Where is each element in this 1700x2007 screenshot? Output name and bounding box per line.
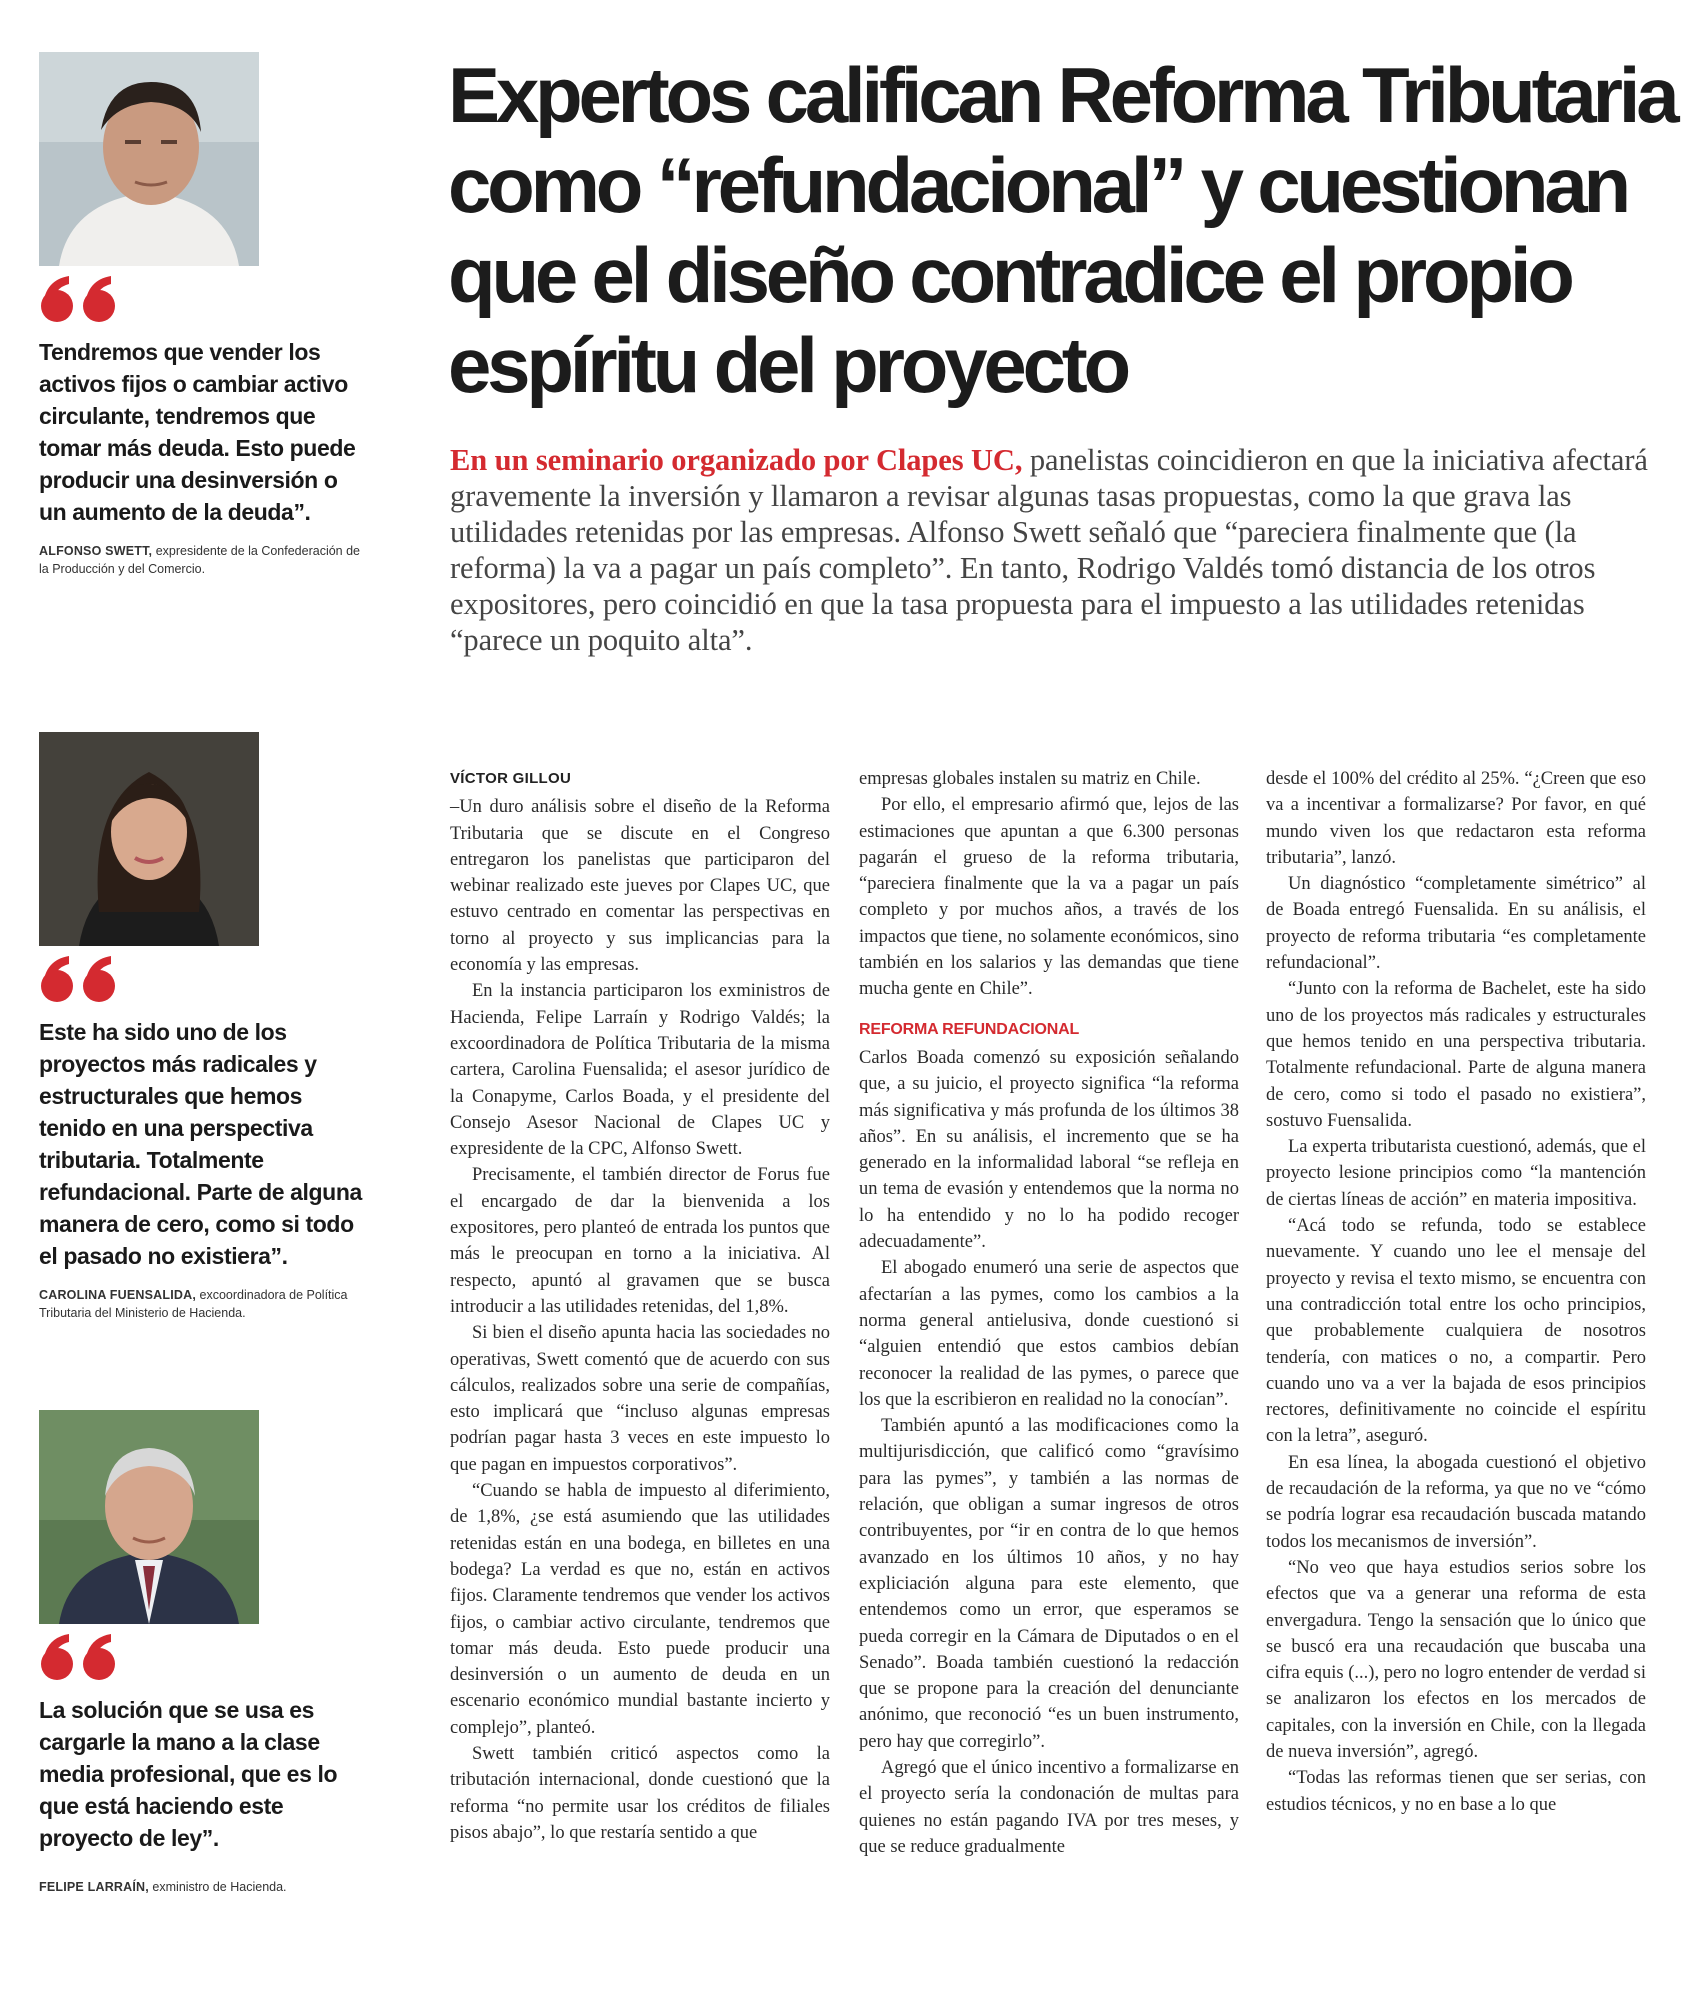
quote-speaker-name: FELIPE LARRAÍN, [39, 1880, 149, 1894]
paragraph: “Acá todo se refunda, todo se establece nuevamente. Y cuando uno lee el mensaje del proyecto y revisa el texto mismo, se encuentra con una contradicción total entre los ocho principios, que probablemente cualquiera de nosotros tendería, con matices o no, a compartir. Pero cuando uno va a ver la bajada de esos principios rectores, definitivamente no coincide el espíritu con la letra”, aseguró. [1266, 1216, 1646, 1447]
paragraph: Swett también criticó aspectos como la tributación internacional, donde cuestionó que la reforma “no permite usar los créditos de filiales pisos abajo”, lo que restaría sentido a que [450, 1743, 830, 1843]
body-column-1 [450, 766, 830, 1846]
quote-block-larrain [39, 1410, 369, 1896]
standfirst-lead: En un seminario organizado por Clapes UC, [450, 443, 1023, 477]
quote-mark-icon [39, 1630, 369, 1686]
paragraph: La experta tributarista cuestionó, además, que el proyecto lesione principios como “la mantención de ciertas líneas de acción” en materia impositiva. [1266, 1137, 1646, 1210]
body-column-3 [1266, 766, 1646, 1818]
pull-quote-text: Tendremos que vender los activos fijos o cambiar activo circulante, tendremos que tomar más deuda. Esto puede producir una desinversión o un aumento de la deuda”. [39, 339, 356, 525]
paragraph: En esa línea, la abogada cuestionó el objetivo de recaudación de la reforma, ya que no ve “cómo se podría lograr esa recaudación buscada matando todos los mecanismos de inversión”. [1266, 1452, 1646, 1552]
quote-speaker-name: CAROLINA FUENSALIDA, [39, 1288, 197, 1302]
quote-speaker-role: exministro de Hacienda. [148, 1880, 287, 1894]
quote-block-fuensalida [39, 732, 369, 1322]
paragraph: Un diagnóstico “completamente simétrico” al de Boada entregó Fuensalida. En su análisis, el proyecto de reforma tributaria “es completamente refundacional”. [1266, 874, 1646, 974]
standfirst-body: panelistas coincidieron en que la iniciativa afectará gravemente la inversión y llamaron a revisar algunas tasas propuestas, como la que grava las utilidades retenidas por las empresas. Alfonso Swett señaló que “pareciera finalmente que (la reforma) la va a pagar un país completo”. En tanto, Rodrigo Valdés tomó distancia de los otros expositores, pero coincidió en que la tasa propuesta para el impuesto a las utilidades retenidas “parece un poquito alta”. [450, 443, 1648, 657]
paragraph: Agregó que el único incentivo a formalizarse en el proyecto sería la condonación de multas para quienes no están pagando IVA por tres meses, y que se reduce gradualmente [859, 1757, 1239, 1857]
paragraph: “Cuando se habla de impuesto al diferimiento, de 1,8%, ¿se está asumiendo que las utilidades retenidas están en una bodega, en billetes en una bodega? La verdad es que no, están en activos fijos. Claramente tendremos que vender los activos fijos, o cambiar activo circulante, tendremos que tomar más deuda. Esto puede producir una desinversión o un aumento de deuda en un escenario económico mundial bastante incierto y complejo”, planteó. [450, 1481, 830, 1738]
paragraph: –Un duro análisis sobre el diseño de la Reforma Tributaria que se discute en el Congreso entregaron los panelistas que participaron del webinar realizado este jueves por Clapes UC, que estuvo centrado en comentar las perspectivas en torno al proyecto y sus implicancias para la economía y las empresas. [450, 797, 830, 976]
paragraph: empresas globales instalen su matriz en Chile. [859, 769, 1201, 789]
section-subhead: REFORMA REFUNDACIONAL [859, 1020, 1080, 1038]
quote-mark-icon [39, 952, 369, 1008]
body-column-2 [859, 766, 1239, 1860]
quote-attribution [39, 1286, 369, 1322]
paragraph: Precisamente, el también director de Forus fue el encargado de dar la bienvenida a los expositores, pero planteó de entrada los puntos que más le preocupan en torno a la iniciativa. Al respecto, apuntó al gravamen que se busca introducir a las utilidades retenidas, del 1,8%. [450, 1165, 830, 1317]
quote-attribution [39, 542, 369, 578]
paragraph: También apuntó a las modificaciones como la multijurisdicción, que calificó como “gravísimo para las pymes”, y también a las normas de relación, que obligan a sumar ingresos de otros contribuyentes, por “ir en contra de lo que hemos avanzado en los últimos 10 años, y no hay expliciación alguna para este elemento, que entendemos como un error, que esperamos se pueda corregir en la Cámara de Diputados o en el Senado”. Boada también cuestionó la redacción que se propone para la creación del denunciante anónimo, que reconoció “es un buen instrumento, pero hay que corregirlo”. [859, 1416, 1239, 1752]
quote-speaker-name: ALFONSO SWETT, [39, 544, 153, 558]
paragraph: Si bien el diseño apunta hacia las sociedades no operativas, Swett comentó que de acuerdo con sus cálculos, realizados sobre una serie de compañías, esto implicará que “incluso algunas empresas podrían pagar hasta 3 veces en este impuesto lo que pagan en impuestos corporativos”. [450, 1323, 830, 1475]
paragraph: “Junto con la reforma de Bachelet, este ha sido uno de los proyectos más radicales y estructurales que hemos tenido en una perspectiva tributaria. Totalmente refundacional. Parte de alguna manera de cero, como si todo el pasado no existiera”, sostuvo Fuensalida. [1266, 979, 1646, 1131]
portrait-felipe-larrain [39, 1410, 259, 1624]
article-headline: Expertos califican Reforma Tributaria como “refundacional” y cuestionan que el diseño contradice el propio espíritu del proyecto [448, 51, 1676, 409]
pull-quote-text: La solución que se usa es cargarle la mano a la clase media profesional, que es lo que está haciendo este proyecto de ley”. [39, 1697, 338, 1851]
paragraph: “Todas las reformas tienen que ser serias, con estudios técnicos, y no en base a lo que [1266, 1768, 1646, 1815]
paragraph: El abogado enumeró una serie de aspectos que afectarían a las pymes, como los cambios a la norma general antielusiva, donde cuestionó si “alguien entendió que estos cambios debían reconocer la realidad de las pymes, o parece que los que la escribieron en realidad no la conocían”. [859, 1258, 1239, 1410]
paragraph: Por ello, el empresario afirmó que, lejos de las estimaciones que apuntan a que 6.300 personas pagarán el grueso de la reforma tributaria, “pareciera finalmente que la va a pagar un país completo y por muchos años, a través de los impactos que tiene, no solamente económicos, sino también en los salarios y las demandas que tiene mucha gente en Chile”. [859, 795, 1239, 1000]
quote-speaker-role: excoordinadora de Política Tributaria del Ministerio de Hacienda. [39, 1288, 348, 1320]
paragraph: “No veo que haya estudios serios sobre los efectos que va a generar una reforma de esta envergadura. Tengo la sensación que lo único que se buscó era una recaudación que buscaba una cifra equis (...), pero no logro entender de verdad si se analizaron los efectos en los mercados de capitales, con la inversión en Chile, con la llegada de nueva inversión”, agregó. [1266, 1557, 1646, 1762]
article-standfirst [450, 442, 1680, 658]
paragraph: Carlos Boada comenzó su exposición señalando que, a su juicio, el proyecto significa “la reforma más significativa y más profunda de los últimos 38 años”. En su análisis, el incremento que se ha generado en la informalidad laboral “se refleja en un tema de evasión y entendemos que la norma no lo ha entendido y no lo ha podido recoger adecuadamente”. [859, 1047, 1239, 1253]
quote-speaker-role: expresidente de la Confederación de la Producción y del Comercio. [39, 544, 361, 576]
paragraph: desde el 100% del crédito al 25%. “¿Creen que eso va a incentivar a formalizarse? Por favor, en qué mundo viven los que redactaron esta reforma tributaria”, lanzó. [1266, 769, 1646, 868]
quote-attribution [39, 1878, 369, 1896]
quote-block-swett [39, 52, 369, 578]
portrait-carolina-fuensalida [39, 732, 259, 946]
paragraph: En la instancia participaron los exministros de Hacienda, Felipe Larraín y Rodrigo Valdés; la excoordinadora de Política Tributaria de la misma cartera, Carolina Fuensalida; el asesor jurídico de la Conapyme, Carlos Boada, y el presidente del Consejo Asesor Nacional de Clapes UC y expresidente de la CPC, Alfonso Swett. [450, 981, 830, 1160]
portrait-alfonso-swett [39, 52, 259, 266]
quote-mark-icon [39, 272, 369, 328]
pull-quote-text: Este ha sido uno de los proyectos más radicales y estructurales que hemos tenido en una perspectiva tributaria. Totalmente refundacional. Parte de alguna manera de cero, como si todo el pasado no existiera”. [39, 1019, 362, 1269]
byline: VÍCTOR GILLOU [450, 770, 572, 787]
